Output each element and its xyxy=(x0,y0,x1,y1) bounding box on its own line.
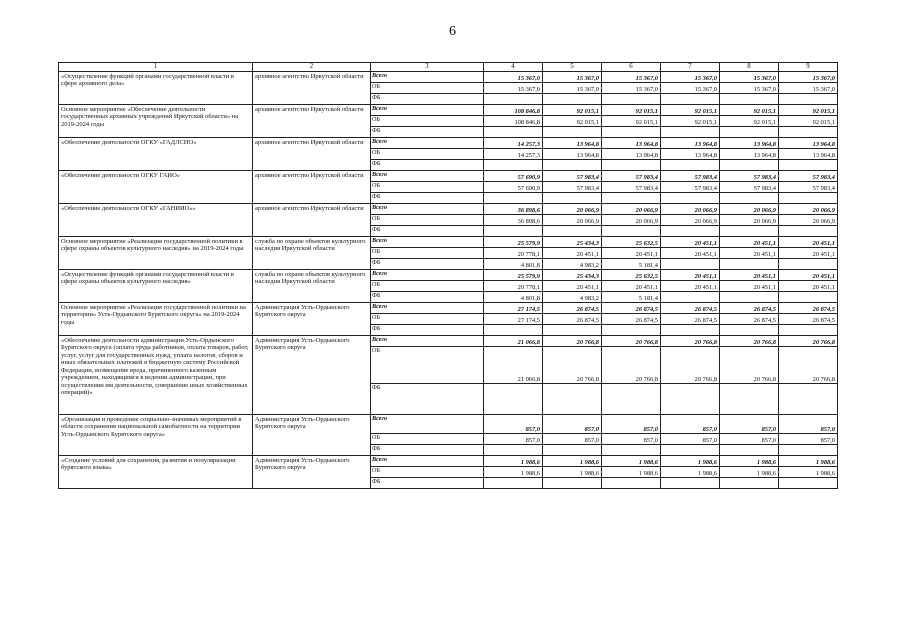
amount-cell: 1 988,6 xyxy=(484,456,543,467)
amount-cell: 92 015,1 xyxy=(661,116,720,127)
page-number: 6 xyxy=(449,24,456,39)
amount-cell xyxy=(543,160,602,171)
table-row xyxy=(59,138,838,149)
amount-cell: 5 181,4 xyxy=(602,292,661,303)
amount-cell: 857,0 xyxy=(720,415,779,434)
funding-source: ФБ xyxy=(371,193,484,204)
amount-cell xyxy=(484,445,543,456)
amount-cell xyxy=(779,478,838,489)
amount-cell xyxy=(543,193,602,204)
amount-cell: 92 015,1 xyxy=(779,105,838,116)
funding-source: Всего xyxy=(371,204,484,215)
funding-source: ФБ xyxy=(371,94,484,105)
amount-cell: 26 874,5 xyxy=(720,303,779,314)
amount-cell: 20 066,9 xyxy=(543,204,602,215)
executor-name: служба по охране объектов культурного наследия Иркутской области xyxy=(253,237,371,270)
amount-cell: 14 257,3 xyxy=(484,138,543,149)
amount-cell xyxy=(602,193,661,204)
amount-cell xyxy=(720,478,779,489)
amount-cell xyxy=(661,325,720,336)
amount-cell: 57 983,4 xyxy=(602,171,661,182)
amount-cell xyxy=(779,127,838,138)
amount-cell: 26 874,5 xyxy=(602,314,661,325)
amount-cell: 92 015,1 xyxy=(543,105,602,116)
amount-cell xyxy=(720,127,779,138)
amount-cell: 26 874,5 xyxy=(779,314,838,325)
amount-cell: 13 964,8 xyxy=(602,138,661,149)
amount-cell: 20 451,1 xyxy=(720,270,779,281)
column-header-2: 2 xyxy=(253,63,371,72)
amount-cell: 13 964,8 xyxy=(720,138,779,149)
funding-source: ФБ xyxy=(371,259,484,270)
funding-source: Всего xyxy=(371,415,484,434)
amount-cell xyxy=(484,226,543,237)
amount-cell: 1 988,6 xyxy=(543,456,602,467)
executor-name: Администрация Усть-Ордынского Бурятского округа xyxy=(253,415,371,456)
column-header-4: 4 xyxy=(484,63,543,72)
table-row xyxy=(59,456,838,467)
amount-cell: 13 964,8 xyxy=(779,149,838,160)
amount-cell xyxy=(602,325,661,336)
amount-cell: 92 015,1 xyxy=(602,116,661,127)
column-header-5: 5 xyxy=(543,63,602,72)
activity-name: «Обеспечение деятельности ОГКУ «ГАНИИО»» xyxy=(59,204,253,237)
executor-name: архивное агентство Иркутской области xyxy=(253,171,371,204)
activity-name: «Осуществление функций органами государственной власти в сфере архивного дела» xyxy=(59,72,253,105)
amount-cell: 15 367,0 xyxy=(602,83,661,94)
amount-cell: 57 983,4 xyxy=(720,182,779,193)
amount-cell: 20 066,9 xyxy=(720,204,779,215)
amount-cell: 857,0 xyxy=(779,415,838,434)
amount-cell: 20 451,1 xyxy=(661,270,720,281)
amount-cell xyxy=(543,384,602,415)
funding-source: Всего xyxy=(371,237,484,248)
amount-cell: 13 964,8 xyxy=(779,138,838,149)
amount-cell xyxy=(543,478,602,489)
funding-source: Всего xyxy=(371,171,484,182)
amount-cell xyxy=(720,226,779,237)
amount-cell: 20 451,1 xyxy=(661,248,720,259)
amount-cell: 1 988,6 xyxy=(661,467,720,478)
column-header-9: 9 xyxy=(779,63,838,72)
executor-name: архивное агентство Иркутской области xyxy=(253,138,371,171)
amount-cell: 57 983,4 xyxy=(720,171,779,182)
amount-cell: 26 874,5 xyxy=(661,314,720,325)
amount-cell: 26 874,5 xyxy=(720,314,779,325)
amount-cell xyxy=(720,160,779,171)
amount-cell xyxy=(484,160,543,171)
amount-cell: 20 451,1 xyxy=(779,270,838,281)
amount-cell: 1 988,6 xyxy=(602,467,661,478)
amount-cell xyxy=(661,226,720,237)
amount-cell xyxy=(661,384,720,415)
amount-cell: 4 801,8 xyxy=(484,292,543,303)
funding-source: Всего xyxy=(371,72,484,83)
amount-cell: 57 690,9 xyxy=(484,171,543,182)
amount-cell: 57 983,4 xyxy=(543,182,602,193)
amount-cell: 13 964,8 xyxy=(661,138,720,149)
amount-cell: 20 451,1 xyxy=(543,281,602,292)
table-row xyxy=(59,237,838,248)
amount-cell: 57 983,4 xyxy=(602,182,661,193)
amount-cell: 20 451,1 xyxy=(720,237,779,248)
table-row xyxy=(59,336,838,347)
funding-source: ОБ xyxy=(371,314,484,325)
funding-source: ОБ xyxy=(371,434,484,445)
amount-cell: 20 451,1 xyxy=(543,248,602,259)
amount-cell xyxy=(602,478,661,489)
amount-cell: 57 983,4 xyxy=(779,182,838,193)
activity-name: «Обеспечение деятельности ОГКУ «ГАДЛСИО» xyxy=(59,138,253,171)
amount-cell xyxy=(661,127,720,138)
funding-source: ФБ xyxy=(371,127,484,138)
amount-cell: 20 766,8 xyxy=(779,347,838,384)
amount-cell xyxy=(720,94,779,105)
amount-cell: 15 367,0 xyxy=(779,83,838,94)
amount-cell: 20 451,1 xyxy=(779,237,838,248)
amount-cell: 15 367,0 xyxy=(543,72,602,83)
amount-cell: 1 988,6 xyxy=(779,456,838,467)
header-row xyxy=(59,63,838,72)
amount-cell: 1 988,6 xyxy=(543,467,602,478)
amount-cell xyxy=(779,94,838,105)
amount-cell: 20 451,1 xyxy=(720,281,779,292)
amount-cell: 13 964,8 xyxy=(720,149,779,160)
amount-cell: 20 066,9 xyxy=(779,204,838,215)
amount-cell: 20 066,9 xyxy=(720,215,779,226)
funding-source: ОБ xyxy=(371,83,484,94)
amount-cell xyxy=(661,478,720,489)
amount-cell xyxy=(720,325,779,336)
executor-name: Администрация Усть-Ордынского Бурятского округа xyxy=(253,303,371,336)
amount-cell: 108 846,8 xyxy=(484,105,543,116)
amount-cell: 15 367,0 xyxy=(484,72,543,83)
table-row xyxy=(59,171,838,182)
amount-cell xyxy=(543,226,602,237)
amount-cell: 25 434,3 xyxy=(543,270,602,281)
amount-cell: 15 367,0 xyxy=(720,72,779,83)
column-header-8: 8 xyxy=(720,63,779,72)
amount-cell: 92 015,1 xyxy=(720,105,779,116)
amount-cell: 26 874,5 xyxy=(543,303,602,314)
table-row xyxy=(59,204,838,215)
funding-source: ОБ xyxy=(371,149,484,160)
amount-cell: 13 964,8 xyxy=(602,149,661,160)
funding-source: ОБ xyxy=(371,281,484,292)
amount-cell: 15 367,0 xyxy=(661,72,720,83)
amount-cell xyxy=(661,259,720,270)
activity-name: «Обеспечение деятельности администрации Усть-Ордынского Бурятского округа (оплата труда работников, оплата товаров, работ, услуг, услуг для государственных нужд, уплата налогов, сборов и иных обязательных платежей в бюджетную систему Российской Федерации, возмещение вреда, причиненного казенным учреждением, находящимся в ведении администрации, при осуществлении им деятельности, совершение иных хозяйственных операций)» xyxy=(59,336,253,415)
amount-cell xyxy=(602,94,661,105)
amount-cell: 857,0 xyxy=(543,415,602,434)
amount-cell: 20 066,9 xyxy=(543,215,602,226)
funding-source: Всего xyxy=(371,456,484,467)
activity-name: Основное мероприятие «Реализация государственной политики в сфере охраны объектов культурного наследия» на 2019-2024 годы xyxy=(59,237,253,270)
amount-cell xyxy=(720,193,779,204)
funding-source: Всего xyxy=(371,303,484,314)
amount-cell xyxy=(661,292,720,303)
amount-cell: 26 874,5 xyxy=(779,303,838,314)
column-header-3: 3 xyxy=(371,63,484,72)
amount-cell: 57 983,4 xyxy=(543,171,602,182)
table-row xyxy=(59,270,838,281)
amount-cell: 36 898,6 xyxy=(484,215,543,226)
amount-cell: 57 983,4 xyxy=(661,182,720,193)
amount-cell: 20 066,9 xyxy=(661,215,720,226)
amount-cell: 20 451,1 xyxy=(661,237,720,248)
amount-cell: 20 766,8 xyxy=(661,347,720,384)
activity-name: Основное мероприятие «Обеспечение деятельности государственных архивных учреждений Иркутской области» на 2019-2024 годы xyxy=(59,105,253,138)
amount-cell: 1 988,6 xyxy=(661,456,720,467)
executor-name: служба по охране объектов культурного наследия Иркутской области xyxy=(253,270,371,303)
amount-cell xyxy=(779,160,838,171)
activity-name: «Создание условий для сохранения, развития и популяризации бурятского языка» xyxy=(59,456,253,489)
table-body xyxy=(59,72,838,489)
amount-cell: 20 766,8 xyxy=(661,336,720,347)
amount-cell: 15 367,0 xyxy=(484,83,543,94)
table-row xyxy=(59,303,838,314)
amount-cell xyxy=(543,94,602,105)
amount-cell: 20 451,1 xyxy=(720,248,779,259)
amount-cell: 92 015,1 xyxy=(779,116,838,127)
amount-cell: 1 988,6 xyxy=(779,467,838,478)
amount-cell: 857,0 xyxy=(484,434,543,445)
amount-cell: 1 988,6 xyxy=(484,467,543,478)
amount-cell: 26 874,5 xyxy=(661,303,720,314)
funding-source: ОБ xyxy=(371,248,484,259)
amount-cell: 25 632,5 xyxy=(602,237,661,248)
amount-cell: 15 367,0 xyxy=(602,72,661,83)
amount-cell xyxy=(484,384,543,415)
amount-cell: 5 181,4 xyxy=(602,259,661,270)
executor-name: архивное агентство Иркутской области xyxy=(253,204,371,237)
amount-cell xyxy=(602,127,661,138)
amount-cell xyxy=(602,384,661,415)
amount-cell: 57 983,4 xyxy=(779,171,838,182)
amount-cell xyxy=(484,94,543,105)
activity-name: Основное мероприятие «Реализация государственной политики на территории» Усть-Ордынского Бурятского округа» на 2019-2024 годы xyxy=(59,303,253,336)
funding-source: ФБ xyxy=(371,292,484,303)
amount-cell: 92 015,1 xyxy=(720,116,779,127)
amount-cell: 36 898,6 xyxy=(484,204,543,215)
amount-cell: 20 766,8 xyxy=(720,336,779,347)
funding-source: ФБ xyxy=(371,160,484,171)
funding-source: ОБ xyxy=(371,347,484,384)
amount-cell xyxy=(720,292,779,303)
funding-source: Всего xyxy=(371,270,484,281)
amount-cell: 4 801,8 xyxy=(484,259,543,270)
amount-cell: 92 015,1 xyxy=(661,105,720,116)
amount-cell xyxy=(779,259,838,270)
funding-source: ОБ xyxy=(371,116,484,127)
amount-cell xyxy=(720,445,779,456)
amount-cell xyxy=(779,445,838,456)
amount-cell: 108 846,8 xyxy=(484,116,543,127)
activity-name: «Обеспечение деятельности ОГКУ ГАИО» xyxy=(59,171,253,204)
amount-cell: 57 690,9 xyxy=(484,182,543,193)
amount-cell xyxy=(720,259,779,270)
funding-source: ФБ xyxy=(371,325,484,336)
amount-cell xyxy=(661,445,720,456)
amount-cell: 1 988,6 xyxy=(602,456,661,467)
amount-cell: 57 983,4 xyxy=(661,171,720,182)
amount-cell: 20 451,1 xyxy=(602,281,661,292)
amount-cell: 15 367,0 xyxy=(779,72,838,83)
amount-cell xyxy=(661,160,720,171)
funding-source: ФБ xyxy=(371,384,484,415)
amount-cell: 27 174,5 xyxy=(484,314,543,325)
funding-source: Всего xyxy=(371,138,484,149)
funding-source: ФБ xyxy=(371,226,484,237)
amount-cell: 13 964,8 xyxy=(543,149,602,160)
budget-table xyxy=(58,62,838,489)
funding-source: ОБ xyxy=(371,182,484,193)
amount-cell: 857,0 xyxy=(661,415,720,434)
amount-cell xyxy=(602,160,661,171)
amount-cell: 1 988,6 xyxy=(720,467,779,478)
column-header-1: 1 xyxy=(59,63,253,72)
funding-source: ОБ xyxy=(371,467,484,478)
amount-cell: 20 451,1 xyxy=(602,248,661,259)
executor-name: архивное агентство Иркутской области xyxy=(253,72,371,105)
amount-cell: 20 451,1 xyxy=(779,281,838,292)
amount-cell: 26 874,5 xyxy=(543,314,602,325)
amount-cell xyxy=(602,226,661,237)
amount-cell xyxy=(484,193,543,204)
amount-cell: 20 066,9 xyxy=(779,215,838,226)
amount-cell: 26 874,5 xyxy=(602,303,661,314)
amount-cell: 13 964,8 xyxy=(661,149,720,160)
amount-cell: 25 434,3 xyxy=(543,237,602,248)
amount-cell: 20 451,1 xyxy=(779,248,838,259)
amount-cell xyxy=(779,193,838,204)
amount-cell xyxy=(543,445,602,456)
amount-cell: 20 778,1 xyxy=(484,248,543,259)
amount-cell: 14 257,3 xyxy=(484,149,543,160)
executor-name: архивное агентство Иркутской области xyxy=(253,105,371,138)
amount-cell: 857,0 xyxy=(779,434,838,445)
column-header-6: 6 xyxy=(602,63,661,72)
funding-source: ФБ xyxy=(371,478,484,489)
amount-cell: 4 983,2 xyxy=(543,259,602,270)
amount-cell xyxy=(484,127,543,138)
amount-cell: 20 066,9 xyxy=(602,215,661,226)
amount-cell: 92 015,1 xyxy=(543,116,602,127)
amount-cell: 15 367,0 xyxy=(720,83,779,94)
amount-cell: 1 988,6 xyxy=(720,456,779,467)
table-row xyxy=(59,415,838,434)
amount-cell: 20 766,8 xyxy=(720,347,779,384)
amount-cell: 92 015,1 xyxy=(602,105,661,116)
amount-cell xyxy=(661,193,720,204)
amount-cell: 857,0 xyxy=(661,434,720,445)
amount-cell xyxy=(484,325,543,336)
funding-source: Всего xyxy=(371,105,484,116)
activity-name: «Осуществление функций органами государственной власти в сфере охраны объектов культурного наследия» xyxy=(59,270,253,303)
amount-cell: 20 766,8 xyxy=(602,347,661,384)
amount-cell: 27 174,5 xyxy=(484,303,543,314)
amount-cell: 20 766,8 xyxy=(779,336,838,347)
amount-cell xyxy=(543,325,602,336)
amount-cell: 13 964,8 xyxy=(543,138,602,149)
amount-cell: 25 632,5 xyxy=(602,270,661,281)
amount-cell: 15 367,0 xyxy=(543,83,602,94)
amount-cell: 20 451,1 xyxy=(661,281,720,292)
amount-cell: 20 766,8 xyxy=(602,336,661,347)
amount-cell xyxy=(543,127,602,138)
executor-name: Администрация Усть-Ордынского Бурятского округа xyxy=(253,456,371,489)
column-header-7: 7 xyxy=(661,63,720,72)
amount-cell: 25 579,9 xyxy=(484,270,543,281)
amount-cell: 857,0 xyxy=(602,434,661,445)
amount-cell xyxy=(602,445,661,456)
amount-cell xyxy=(779,292,838,303)
table-row xyxy=(59,72,838,83)
amount-cell: 857,0 xyxy=(543,434,602,445)
amount-cell: 20 766,8 xyxy=(543,336,602,347)
amount-cell: 15 367,0 xyxy=(661,83,720,94)
amount-cell: 20 766,8 xyxy=(543,347,602,384)
amount-cell: 25 579,9 xyxy=(484,237,543,248)
amount-cell xyxy=(779,226,838,237)
amount-cell xyxy=(661,94,720,105)
amount-cell: 20 066,9 xyxy=(661,204,720,215)
amount-cell: 20 778,1 xyxy=(484,281,543,292)
amount-cell xyxy=(720,384,779,415)
funding-source: Всего xyxy=(371,336,484,347)
amount-cell: 857,0 xyxy=(602,415,661,434)
activity-name: «Организация и проведение социально-значимых мероприятий в области сохранения национальной самобытности на территории Усть-Ордынского Бурятского округа» xyxy=(59,415,253,456)
amount-cell: 857,0 xyxy=(720,434,779,445)
amount-cell: 21 066,8 xyxy=(484,336,543,347)
funding-source: ФБ xyxy=(371,445,484,456)
amount-cell xyxy=(779,384,838,415)
amount-cell: 21 066,8 xyxy=(484,347,543,384)
executor-name: Администрация Усть-Ордынского Бурятского округа xyxy=(253,336,371,415)
table-row xyxy=(59,105,838,116)
amount-cell xyxy=(779,325,838,336)
amount-cell: 4 983,2 xyxy=(543,292,602,303)
funding-source: ОБ xyxy=(371,215,484,226)
amount-cell: 20 066,9 xyxy=(602,204,661,215)
amount-cell xyxy=(484,478,543,489)
amount-cell: 857,0 xyxy=(484,415,543,434)
